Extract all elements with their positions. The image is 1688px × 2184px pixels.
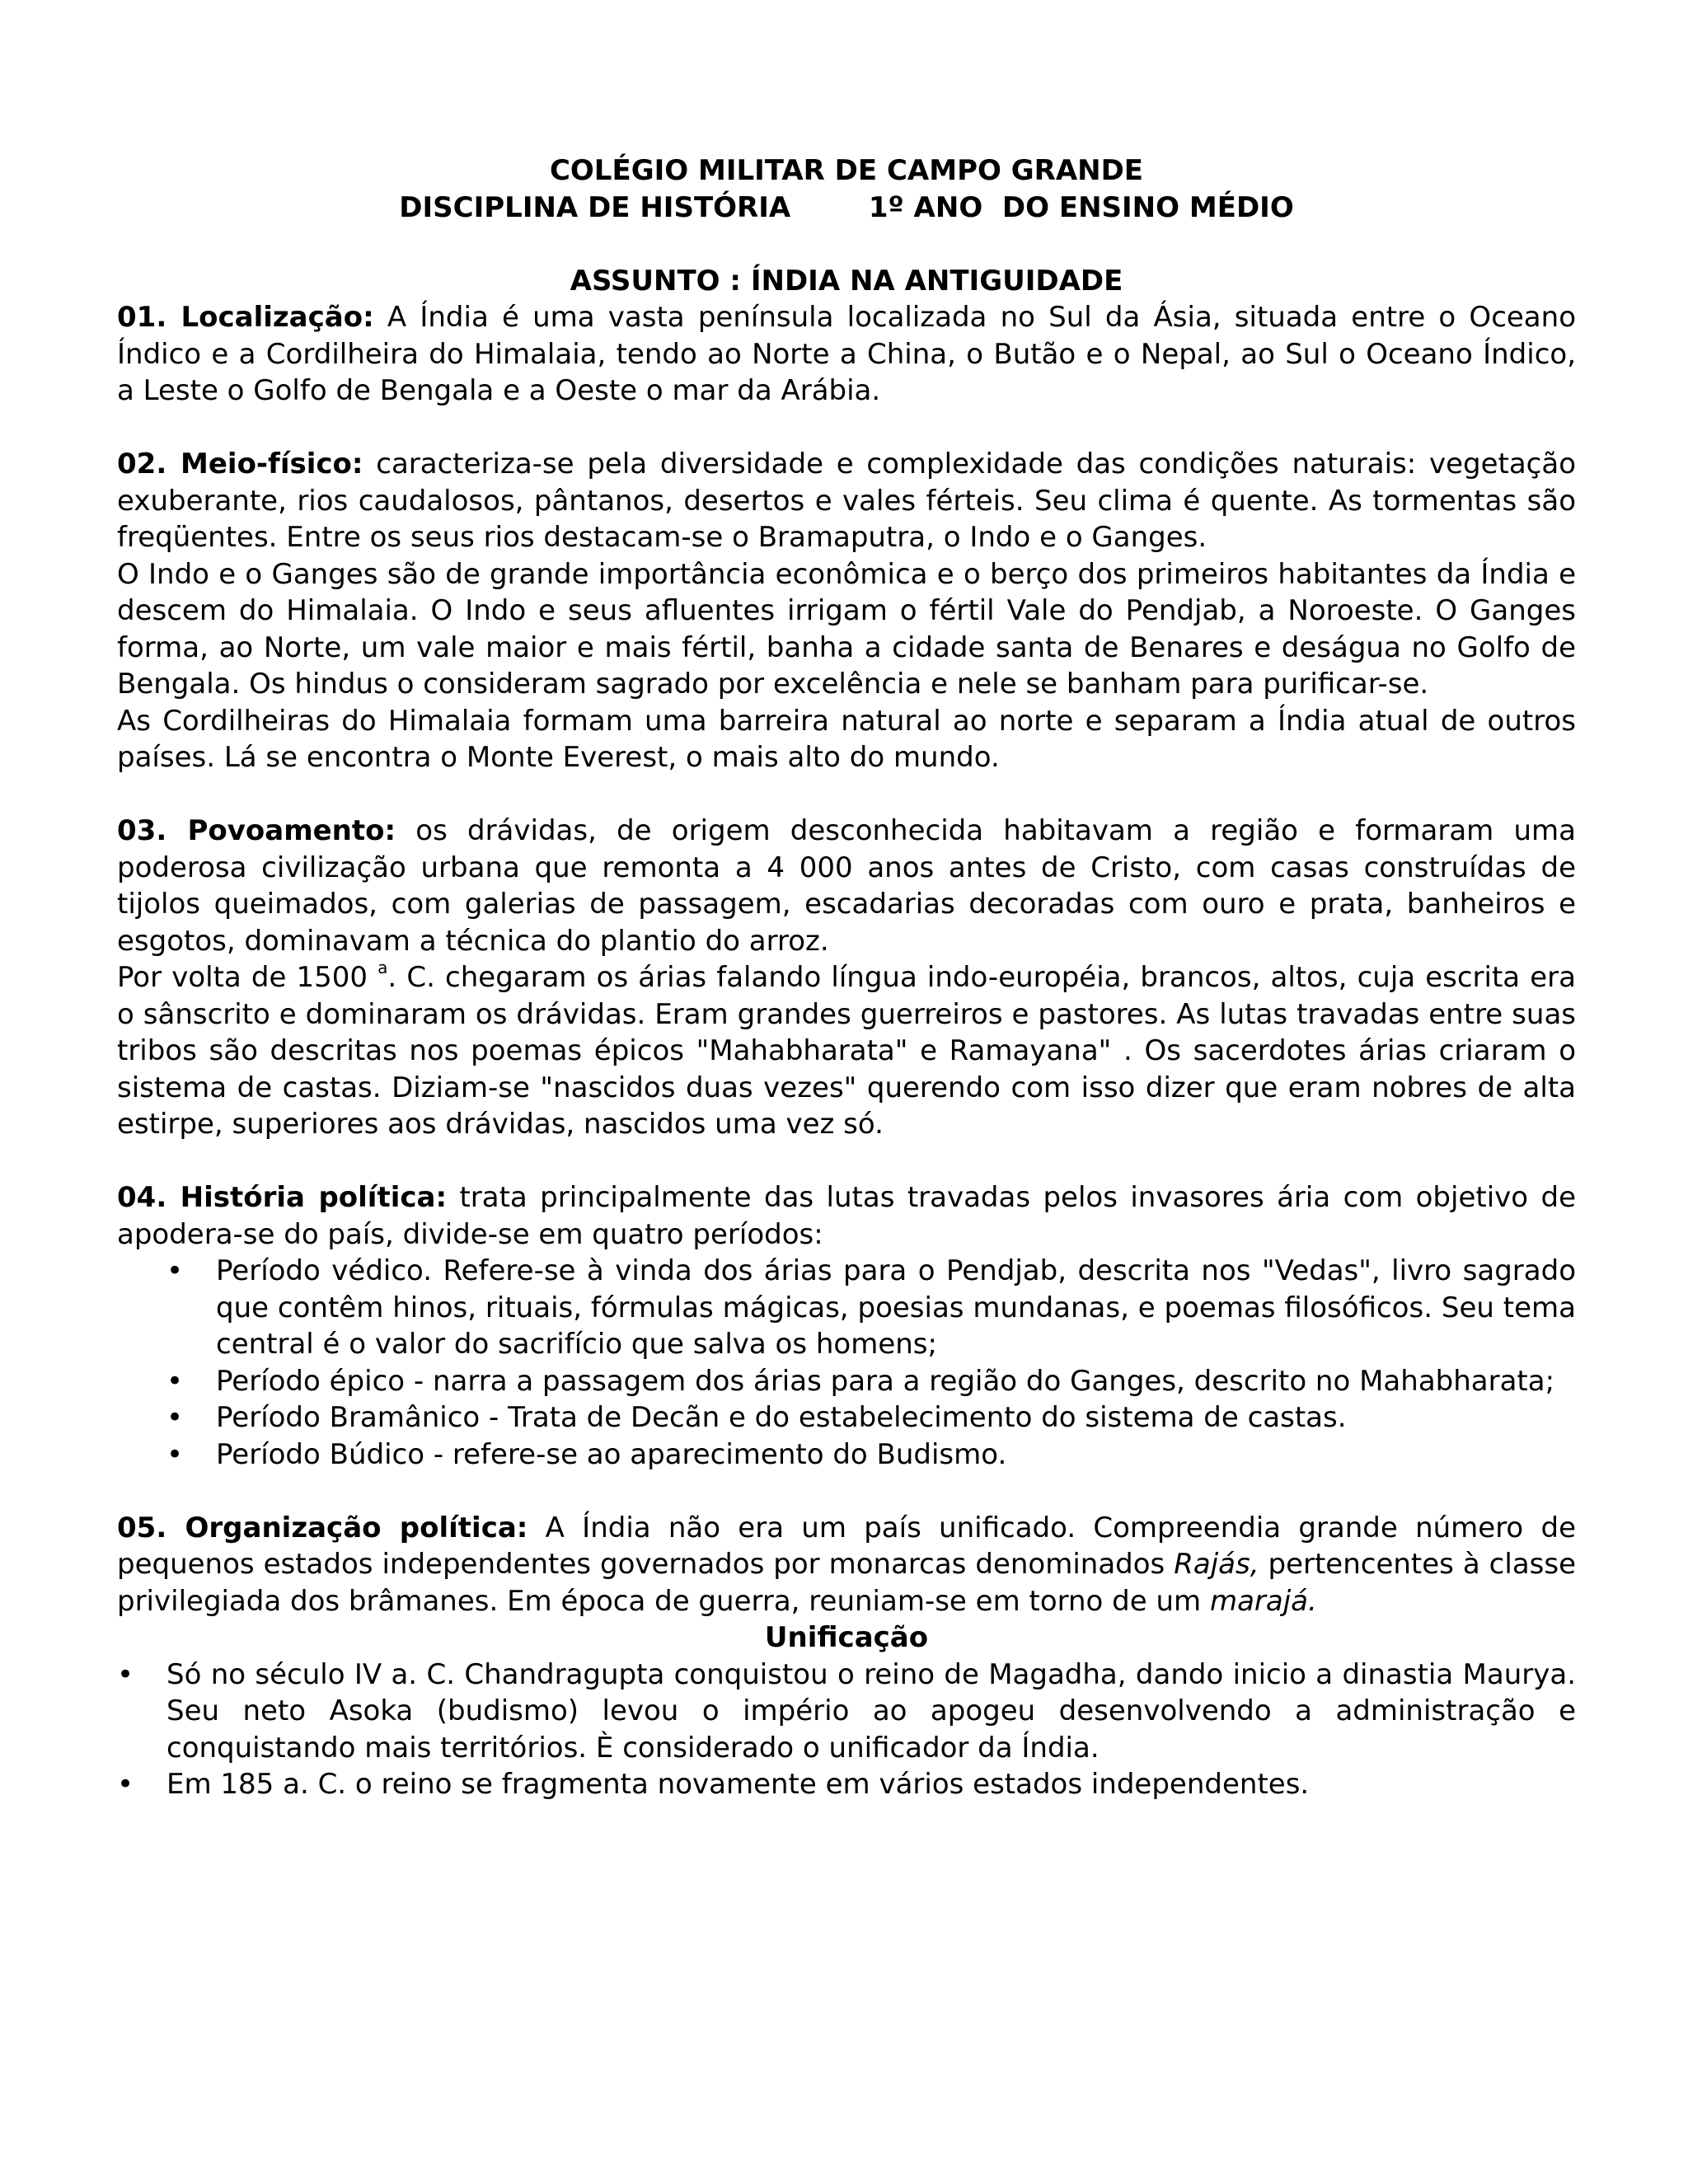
section-localizacao bbox=[117, 299, 1576, 410]
section-organizacao-politica bbox=[117, 1510, 1576, 1620]
paragraph-start: Por volta de 1500 bbox=[117, 961, 378, 994]
list-item: • Período épico - narra a passagem dos árias para a região do Ganges, descrito no Mahabharata; bbox=[117, 1363, 1576, 1400]
section-text: A Índia é uma vasta península localizada no Sul da Ásia, situada entre o Oceano Índico e a Cordilheira do Himalaia, tendo ao Norte a China, o Butão e o Nepal, ao Sul o Oceano Índico, a Leste o Golfo de Bengala e a Oeste o mar da Arábia. bbox=[117, 301, 1576, 407]
periods-list bbox=[117, 1253, 1576, 1473]
section-title: 05. Organização política: bbox=[117, 1511, 528, 1544]
document-page bbox=[117, 152, 1576, 1803]
unification-list bbox=[117, 1657, 1576, 1803]
section-text-cont: pertencentes à classe privilegiada dos brâmanes. Em época de guerra, reuniam-se em torno de um bbox=[117, 1548, 1577, 1618]
list-item: • Em 185 a. C. o reino se fragmenta novamente em vários estados independentes. bbox=[117, 1766, 1576, 1803]
maraja-term: marajá. bbox=[1209, 1584, 1317, 1618]
list-item: • Só no século IV a. C. Chandragupta conquistou o reino de Magadha, dando inicio a dinastia Maurya. Seu neto Asoka (budismo) levou o império ao apogeu desenvolvendo a administração e conquistando mais territórios. È considerado o unificador da Índia. bbox=[117, 1657, 1576, 1767]
section-title: 01. Localização: bbox=[117, 301, 374, 334]
paragraph-rest: . C. chegaram os árias falando língua indo-européia, brancos, altos, cuja escrita era o sânscrito e dominaram os drávidas. Eram grandes guerreiros e pastores. As lutas travadas entre suas tribos são descritas nos poemas épicos "Mahabharata" e Ramayana" . Os sacerdotes árias criaram o sistema de castas. Diziam-se "nascidos duas vezes" querendo com isso dizer que eram nobres de alta estirpe, superiores aos drávidas, nascidos uma vez só. bbox=[117, 961, 1576, 1141]
grade: 1º ANO DO ENSINO MÉDIO bbox=[868, 190, 1294, 224]
paragraph-rios: O Indo e o Ganges são de grande importância econômica e o berço dos primeiros habitantes da Índia e descem do Himalaia. O Indo e seus afluentes irrigam o fértil Vale do Pendjab, a Noroeste. O Ganges forma, ao Norte, um vale maior e mais fértil, banha a cidade santa de Benares e deságua no Golfo de Bengala. Os hindus o consideram sagrado por excelência e nele se banham para purificar-se. bbox=[117, 557, 1576, 701]
section-title: 02. Meio-físico: bbox=[117, 448, 363, 480]
spacer bbox=[117, 1473, 1576, 1510]
spacer bbox=[117, 1143, 1576, 1180]
subject-title: ASSUNTO : ÍNDIA NA ANTIGUIDADE bbox=[570, 264, 1123, 298]
section-text: trata principalmente das lutas travadas pelos invasores ária com objetivo de apodera-se do país, divide-se em quatro períodos: bbox=[117, 1181, 1576, 1251]
paragraph-himalaia: As Cordilheiras do Himalaia formam uma barreira natural ao norte e separam a Índia atual de outros países. Lá se encontra o Monte Everest, o mais alto do mundo. bbox=[117, 704, 1576, 774]
spacer bbox=[117, 776, 1576, 813]
list-item: • Período védico. Refere-se à vinda dos árias para o Pendjab, descrita nos "Vedas", livro sagrado que contêm hinos, rituais, fórmulas mágicas, poesias mundanas, e poemas filosóficos. Seu tema central é o valor do sacrifício que salva os homens; bbox=[117, 1253, 1576, 1363]
section-title: 04. História política: bbox=[117, 1181, 448, 1214]
paragraph-arias bbox=[117, 959, 1576, 1143]
list-item: • Período Búdico - refere-se ao aparecimento do Budismo. bbox=[117, 1436, 1576, 1474]
section-text: A Índia não era um país unificado. Compreendia grande número de pequenos estados independentes governados por monarcas denominados bbox=[117, 1511, 1576, 1581]
school-name: COLÉGIO MILITAR DE CAMPO GRANDE bbox=[549, 154, 1144, 187]
rajas-term: Rajás, bbox=[1174, 1548, 1259, 1581]
section-meio-fisico bbox=[117, 446, 1576, 556]
section-text: caracteriza-se pela diversidade e complexidade das condições naturais: vegetação exuberante, rios caudalosos, pântanos, desertos e vales férteis. Seu clima é quente. As tormentas são freqüentes. Entre os seus rios destacam-se o Bramaputra, o Indo e o Ganges. bbox=[117, 448, 1576, 554]
discipline-line bbox=[117, 190, 1576, 227]
section-title: 03. Povoamento: bbox=[117, 814, 396, 847]
section-povoamento bbox=[117, 813, 1576, 959]
spacer bbox=[117, 410, 1576, 447]
section-text: os drávidas, de origem desconhecida habitavam a região e formaram uma poderosa civilização urbana que remonta a 4 000 anos antes de Cristo, com casas construídas de tijolos queimados, com galerias de passagem, escadarias decoradas com ouro e prata, banheiros e esgotos, dominavam a técnica do plantio do arroz. bbox=[117, 814, 1576, 958]
superscript: a bbox=[377, 958, 388, 977]
list-item: • Período Bramânico - Trata de Decãn e do estabelecimento do sistema de castas. bbox=[117, 1399, 1576, 1436]
spacer bbox=[117, 226, 1576, 263]
section-historia-politica bbox=[117, 1179, 1576, 1253]
discipline: DISCIPLINA DE HISTÓRIA bbox=[399, 190, 791, 224]
unificacao-heading: Unificação bbox=[764, 1621, 929, 1654]
